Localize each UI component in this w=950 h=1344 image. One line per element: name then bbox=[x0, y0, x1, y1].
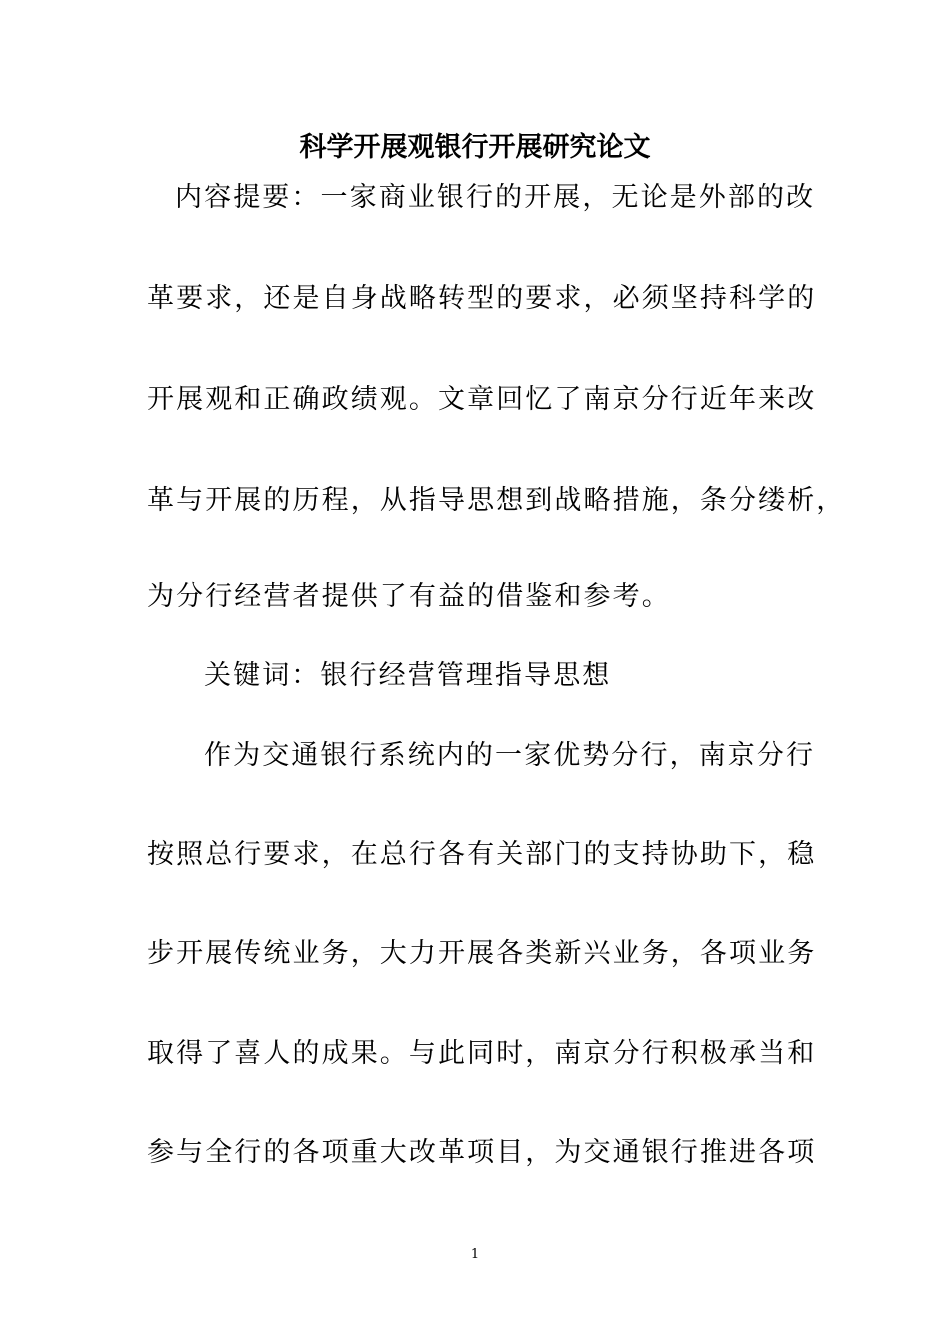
body-line-5: 参与全行的各项重大改革项目，为交通银行推进各项 bbox=[147, 1137, 817, 1168]
document-title: 科学开展观银行开展研究论文 bbox=[299, 132, 651, 163]
abstract-line-2: 革要求，还是自身战略转型的要求，必须坚持科学的 bbox=[147, 283, 817, 314]
keywords-line: 关键词：银行经营管理指导思想 bbox=[204, 660, 612, 691]
abstract-line-4: 革与开展的历程，从指导思想到战略措施，条分缕析， bbox=[147, 485, 846, 516]
body-line-2: 按照总行要求，在总行各有关部门的支持协助下，稳 bbox=[147, 839, 817, 870]
abstract-line-3: 开展观和正确政绩观。文章回忆了南京分行近年来改 bbox=[147, 384, 817, 415]
body-line-4: 取得了喜人的成果。与此同时，南京分行积极承当和 bbox=[147, 1038, 817, 1069]
body-line-3: 步开展传统业务，大力开展各类新兴业务，各项业务 bbox=[147, 938, 817, 969]
abstract-line-5: 为分行经营者提供了有益的借鉴和参考。 bbox=[147, 581, 671, 612]
body-line-1: 作为交通银行系统内的一家优势分行，南京分行 bbox=[204, 740, 816, 771]
page-number: 1 bbox=[470, 1247, 480, 1262]
abstract-line-1: 内容提要：一家商业银行的开展，无论是外部的改 bbox=[175, 182, 816, 213]
